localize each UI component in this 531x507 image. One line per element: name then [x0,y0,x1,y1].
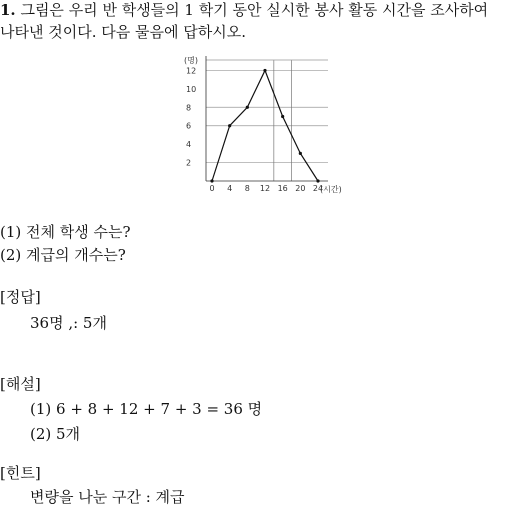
x-tick-label: 8 [244,184,250,193]
hint-text: 변량을 나눈 구간 : 계급 [30,488,185,506]
x-tick-label: 0 [209,184,215,193]
solution-heading: [해설] [0,375,41,393]
data-point [246,106,249,109]
solution-line-1: (1) 6 + 8 + 12 + 7 + 3 = 36 명 [30,400,263,418]
x-tick-label: 12 [259,184,271,193]
y-tick-label: 8 [186,103,192,113]
question-line-2: 나타낸 것이다. 다음 물음에 답하시오. [0,23,246,41]
y-tick-label: 2 [186,158,192,168]
frequency-polygon-chart [180,52,350,197]
y-tick-label: 4 [186,140,192,150]
data-point [316,179,319,182]
y-tick-label: 10 [186,84,197,94]
y-unit-label: (명) [184,56,198,65]
answer-text: 36명 ,: 5개 [30,314,107,332]
data-point [210,179,213,182]
chart-ticks [186,66,323,193]
subquestion-2: (2) 계급의 개수는? [0,246,126,264]
y-tick-label: 6 [186,121,192,131]
hint-heading: [힌트] [0,464,41,482]
chart-grid [206,60,328,181]
x-tick-label: 20 [295,184,306,193]
question-line-1 [0,0,488,20]
question-text-1: 그림은 우리 반 학생들의 1 학기 동안 실시한 봉사 활동 시간을 조사하여 [20,1,489,19]
x-tick-label: 16 [277,184,288,193]
x-tick-label: 24 [312,184,324,193]
data-point [281,115,284,118]
data-point [299,152,302,155]
solution-line-2: (2) 5개 [30,425,81,443]
subquestion-1: (1) 전체 학생 수는? [0,223,131,241]
x-tick-label: 4 [227,184,233,193]
data-point [263,69,266,72]
data-point [228,124,231,127]
answer-heading: [정답] [0,288,41,306]
question-number: 1. [0,1,16,19]
y-tick-label: 12 [186,66,197,76]
x-unit-label: (시간) [320,185,342,194]
